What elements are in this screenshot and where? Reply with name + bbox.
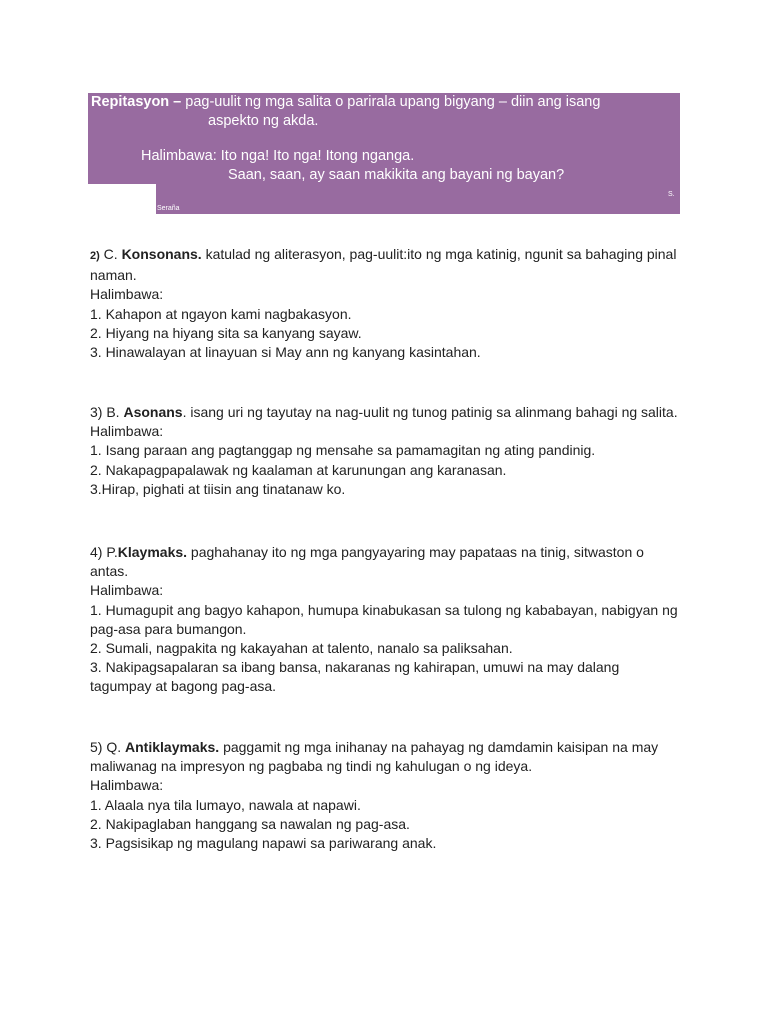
section-definition: katulad ng aliterasyon, pag-uulit:ito ng mga katinig, ngunit sa bahaging pinal naman. <box>90 246 677 284</box>
example-item: 2. Nakipaglaban hanggang sa nawalan ng pag-asa. <box>90 815 410 832</box>
section-definition: . isang uri ng tayutay na nag-uulit ng tunog patinig sa alinmang bahagi ng salita. <box>182 404 678 420</box>
section-term: Antiklaymaks. <box>125 739 220 755</box>
section-term: Klaymaks. <box>117 544 188 560</box>
banner-definition-text: pag-uulit ng mga salita o parirala upang bigyang – diin ang isang <box>181 94 601 110</box>
section-heading <box>90 403 680 422</box>
section-heading <box>90 543 680 581</box>
section-letter: C. <box>99 246 122 262</box>
section-heading <box>90 738 680 776</box>
section-definition: paghahanay ito ng mga pangyayaring may papataas na tinig, sitwaston o antas. <box>90 544 644 580</box>
example-item: 2. Hiyang na hiyang sita sa kanyang sayaw. <box>90 324 362 341</box>
section-number: 3) B. <box>90 404 124 420</box>
banner-definition-line2: aspekto ng akda. <box>208 113 319 129</box>
example-item: 1. Kahapon at ngayon kami nagbakasyon. <box>90 305 352 322</box>
section-konsonans <box>90 245 680 362</box>
example-label: Halimbawa: <box>90 286 164 303</box>
repitasyon-banner <box>88 93 680 214</box>
section-asonans <box>90 403 680 499</box>
banner-term: Repitasyon – <box>91 94 182 110</box>
section-number: 5) Q. <box>90 739 126 755</box>
banner-notch <box>88 184 156 215</box>
example-item: 2. Sumali, nagpakita ng kakayahan at talento, nanalo sa paliksahan. <box>90 640 513 657</box>
example-label: Halimbawa: <box>90 777 164 794</box>
example-item: 2. Nakapagpapalawak ng kaalaman at karunungan ang karanasan. <box>90 461 507 478</box>
banner-author-surname: Seraña <box>157 205 180 212</box>
example-item: 3. Hinawalayan at linayuan si May ann ng kanyang kasintahan. <box>90 344 481 361</box>
example-item: 1. Isang paraan ang pagtanggap ng mensahe sa pamamagitan ng ating pandinig. <box>90 442 596 459</box>
example-item: 1. Alaala nya tila lumayo, nawala at napawi. <box>90 796 361 813</box>
section-term: Asonans <box>123 404 183 420</box>
section-antiklaymaks <box>90 738 680 853</box>
section-definition: paggamit ng mga inihanay na pahayag ng damdamin kaisipan na may maliwanag na impresyon ng pagbaba ng tindi ng kahulugan o ng ideya. <box>90 739 659 775</box>
section-number: 4) P. <box>90 544 118 560</box>
example-item: 3. Nakipagsapalaran sa ibang bansa, nakaranas ng kahirapan, umuwi na may dalang tagumpay at bagong pag-asa. <box>90 659 620 695</box>
section-number: 2) <box>90 250 100 262</box>
example-item: 3. Pagsisikap ng magulang napawi sa pariwarang anak. <box>90 835 437 852</box>
example-item: 1. Humagupit ang bagyo kahapon, humupa kinabukasan sa tulong ng kababayan, nabigyan ng pag-asa para bumangon. <box>90 601 678 637</box>
example-label: Halimbawa: <box>90 423 164 440</box>
example-item: 3.Hirap, pighati at tiisin ang tinatanaw ko. <box>90 480 346 497</box>
banner-author-initial: S. <box>668 191 675 198</box>
banner-example-line2: Saan, saan, ay saan makikita ang bayani ng bayan? <box>228 167 565 183</box>
section-term: Konsonans. <box>121 246 202 262</box>
banner-definition-line1 <box>91 93 600 111</box>
example-label: Halimbawa: <box>90 582 164 599</box>
banner-example-line1: Halimbawa: Ito nga! Ito nga! Itong nganga. <box>141 148 415 164</box>
section-klaymaks <box>90 543 680 697</box>
section-heading <box>90 245 680 285</box>
